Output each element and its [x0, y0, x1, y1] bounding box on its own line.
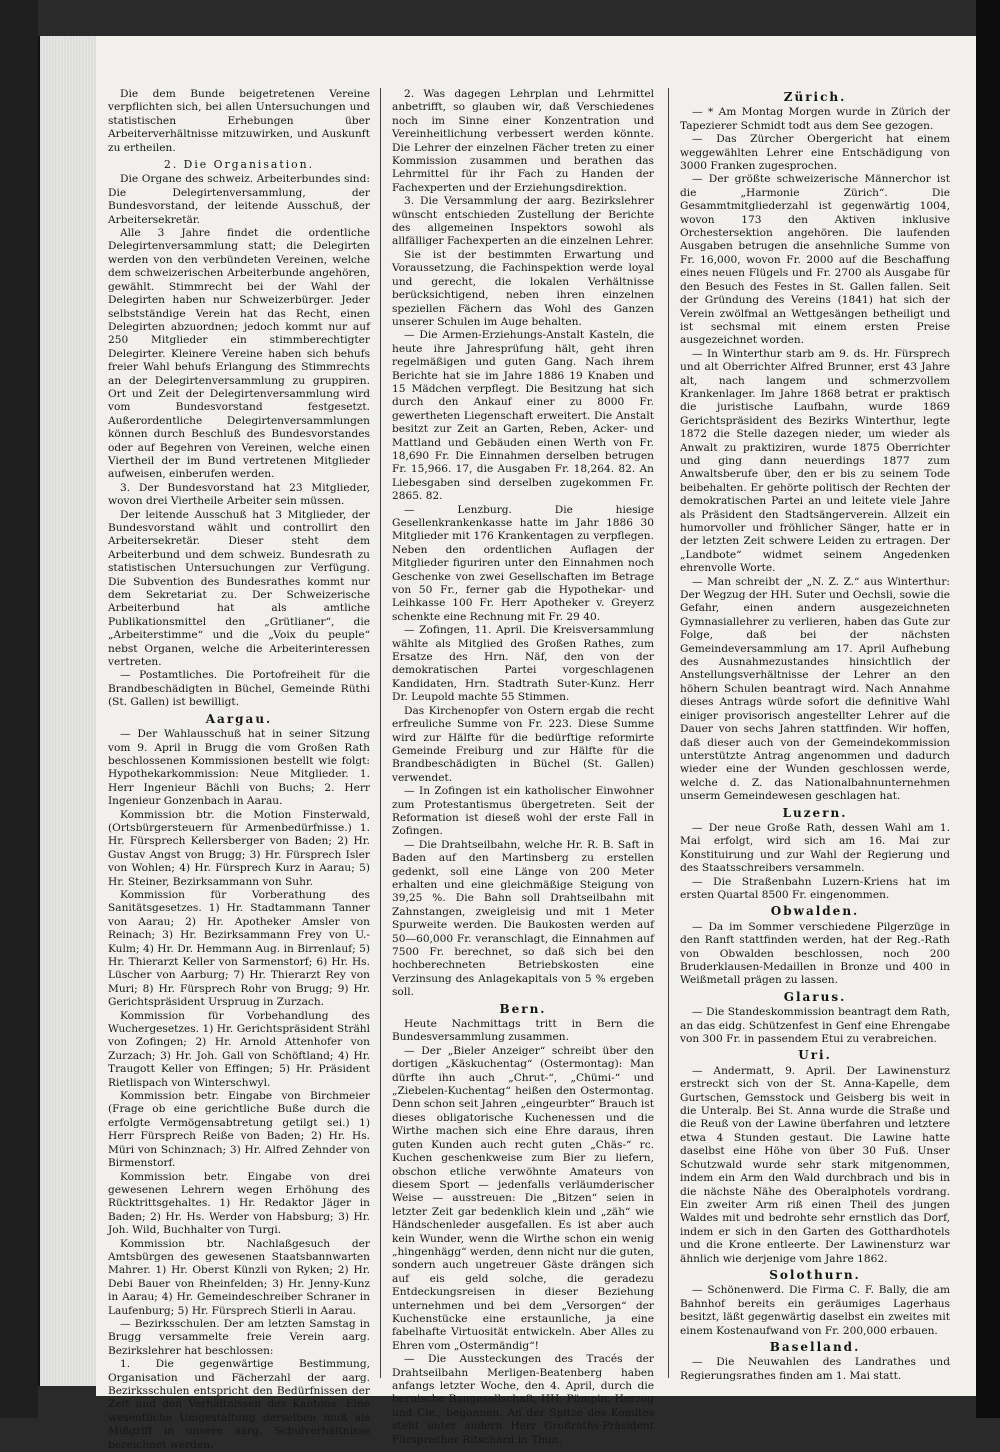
- paragraph: Kommission btr. die Motion Finsterwald, (Ortsbürgersteuern für Armenbedürfnisse.) 1. Hr. Fürsprech Kellersberger von Baden; 2) Hr. Gustav Angst von Brugg; 3) Hr. Fürsprech Isler von Wohlen; 4) Hr. Fürsprech Kurz in Aarau; 5) Hr. Steiner, Bezirksammann von Suhr.: [108, 808, 370, 888]
- newspaper-page: [96, 36, 976, 1451]
- paragraph: — Schönenwerd. Die Firma C. F. Bally, die am Bahnhof bereits ein geräumiges Lagerhaus besitzt, läßt gegenwärtig daselbst ein zweites mit einem Kostenaufwand von Fr. 200,000 erbauen.: [680, 1284, 950, 1337]
- column-rule: [668, 88, 669, 1378]
- paragraph: Der leitende Ausschuß hat 3 Mitglieder, der Bundesvorstand wählt und controllirt den Arbeitersekretär. Dieser steht dem Arbeiterbund und dem schweiz. Bundesrath zu statistischen Untersuchungen zur Verfügung. Die Subvention des Bundesrathes kommt nur dem Sekretariat zu. Der Schweizerische Arbeiterbund hat als amtliche Publikationsmittel den „Grütlianer“, die „Arbeiterstimme“ und die „Voix du peuple“ nebst Organen, welche die Arbeiterinteressen vertreten.: [108, 508, 370, 669]
- paragraph: — Der „Bieler Anzeiger“ schreibt über den dortigen „Käskuchentag“ (Ostermontag): Man dürfte ihn auch „Chrut-“, „Chümi-“ und „Ziebelen-Kuchentag“ heißen den Ostermontag. Denn schon seit Jahren „eingeurbter“ Brauch ist dieses obligatorische Kuchenessen und die Wirthe machen sich eine Ehre daraus, ihren guten Kunden auch recht guten „Chäs-“ rc. Kuchen geschenkweise zum Bier zu liefern, obschon etliche verwöhnte Amateurs von diesem Sport — jedenfalls verläumderischer Weise — ausstreuen: Die „Bitzen“ seien in letzter Zeit gar bedenklich klein und „zäh“ wie Händschenleder ausgefallen. Es ist aber auch kein Wunder, wenn die Wirthe schon ein wenig „hingenhägg“ werden, denn nicht nur die guten, sondern auch ungetreuer Gäste drängen sich auf eis geld solche, die geradezu Entdeckungsreisen in dieser Beziehung unternehmen und bei dem „Versorgen“ der Kuchenstücke eine erstaunliche, ja eine fabelhafte Virtuosität entwickeln. Aber Alles zu Ehren vom „Ostermändig“!: [392, 1044, 654, 1352]
- section-heading-aargau: Aargau.: [205, 711, 273, 726]
- section-heading-zuerich: Zürich.: [783, 90, 847, 104]
- paragraph: — In Zofingen ist ein katholischer Einwohner zum Protestantismus übergetreten. Seit der Reformation ist dieseß wohl der erste Fall in Zofingen.: [392, 785, 654, 838]
- paragraph: — Lenzburg. Die hiesige Gesellenkrankenkasse hatte im Jahr 1886 30 Mitglieder mit 176 Krankentagen zu verpflegen. Neben den ordentlichen Auflagen der Mitglieder figuriren unter den Einnahmen noch Geschenke von zwei Gesellschaften im Betrage von 50 Fr., ferner gab die Hypothekar- und Leihkasse 100 Fr. Herr Apotheker v. Greyerz schenkte eine Rechnung mit Fr. 29 40.: [392, 503, 654, 623]
- section-heading-solothurn: Solothurn.: [769, 1267, 861, 1282]
- paragraph: Das Kirchenopfer von Ostern ergab die recht erfreuliche Summe von Fr. 223. Diese Summe wird zur Hälfte für die bedürftige reformirte Gemeinde Freiburg und zur Hälfte für die Brandbeschädigten in Büchel (St. Gallen) verwendet.: [392, 704, 654, 784]
- section-heading-bern: Bern.: [499, 1001, 547, 1016]
- paragraph: — Die Neuwahlen des Landrathes und Regierungsrathes finden am 1. Mai statt.: [680, 1356, 950, 1382]
- column-3: [680, 88, 950, 1382]
- paragraph: — Andermatt, 9. April. Der Lawinensturz erstreckt sich von der St. Anna-Kapelle, dem Gurtschen, Gemsstock und Geisberg bis weit in die Unteralp. Bei St. Anna wurde die Straße und die Reuß von der Lawine überfahren und letztere etwa 4 Stunden gestaut. Die Lawine hatte daselbst eine Höhe von über 30 Fuß. Unser Schutzwald wurde sehr stark mitgenommen, indem ein Arm den Wald durchbrach und bis in die nächste Nähe des Oberalphotels vordrang. Ein zweiter Arm riß einen Theil des jungen Waldes mit und bedrohte sehr ernstlich das Dorf, indem er sich in den Garten des Gotthardhotels und die Krone entleerte. Der Lawinensturz war ähnlich wie derjenige vom Jahre 1862.: [680, 1064, 950, 1265]
- section-heading-uri: Uri.: [798, 1048, 832, 1063]
- paragraph: — * Am Montag Morgen wurde in Zürich der Tapezierer Schmidt todt aus dem See gezogen.: [680, 106, 950, 132]
- section-subheading: 2. Die Organisation.: [163, 158, 315, 172]
- paragraph: Die dem Bunde beigetretenen Vereine verpflichten sich, bei allen Untersuchungen und statistischen Erhebungen über Arbeiterverhältnisse mitzuwirken, und Auskunft zu ertheilen.: [108, 88, 370, 154]
- column-2: [392, 88, 654, 1446]
- paragraph: Die Organe des schweiz. Arbeiterbundes sind: Die Delegirtenversammlung, der Bundesvorstand, der leitende Ausschuß, der Arbeitersekretär.: [108, 173, 370, 226]
- paragraph: Kommission betr. Eingabe von drei gewesenen Lehrern wegen Erhöhung des Rücktrittsgehaltes. 1) Hr. Redaktor Jäger in Baden; 2) Hr. Hs. Werder von Habsburg; 3) Hr. Joh. Wild, Buchhalter von Turgi.: [108, 1170, 370, 1237]
- paragraph: — Zofingen, 11. April. Die Kreisversammlung wählte als Mitglied des Großen Rathes, zum Ersatze des Hrn. Näf, den von der demokratischen Partei vorgeschlagenen Kandidaten, Hrn. Stadtrath Suter-Kunz. Herr Dr. Leupold machte 55 Stimmen.: [392, 624, 654, 704]
- paragraph: Kommission für Vorbehandlung des Wuchergesetzes. 1) Hr. Gerichtspräsident Strähl von Zofingen; 2) Hr. Arnold Attenhofer von Zurzach; 3) Hr. Joh. Gall von Schöftland; 4) Hr. Traugott Keller von Effingen; 5) Hr. Präsident Rietlispach von Winterschwyl.: [108, 1009, 370, 1089]
- book-binding-edge: [38, 36, 98, 1386]
- paragraph: — In Winterthur starb am 9. ds. Hr. Fürsprech und alt Oberrichter Alfred Brunner, erst 43 Jahre alt, nach langem und schmerzvollem Krankenlager. Im Jahre 1868 betrat er praktisch die juristische Laufbahn, wurde 1869 Gerichtspräsident des Bezirks Winterthur, legte 1872 die Stelle dazegen nieder, um wieder als Anwalt zu praktiziren, wurde 1875 Oberrichter und ging dann neuerdings 1877 zum Anwaltsberufe über, den er bis zu seinem Tode beibehalten. Er gehörte politisch der Rechten der demokratischen Partei an und leitete viele Jahre als Präsident den Stadtsängerverein. Allzeit ein humorvoller und fröhlicher Sänger, hatte er in der letzten Zeit schwere Leiden zu ertragen. Der „Landbote“ widmet seinem Angedenken ehrenvolle Worte.: [680, 347, 950, 575]
- paragraph: — Der größte schweizerische Männerchor ist die „Harmonie Zürich“. Die Gesammtmitgliederzahl ist gegenwärtig 1004, wovon 173 den Aktiven inklusive Orchestersektion angehören. Die laufenden Ausgaben betrugen die ansehnliche Summe von Fr. 16,000, wovon Fr. 2000 auf die Beschaffung eines neuen Flügels und Fr. 2700 als Ausgabe für den Besuch des Festes in St. Gallen fallen. Seit der Gründung des Vereins (1841) hat sich der Verein zwölfmal an Wettgesängen betheiligt und ist sechsmal mit einem ersten Preise ausgezeichnet worden.: [680, 173, 950, 347]
- section-heading-glarus: Glarus.: [783, 989, 847, 1004]
- column-1: [108, 88, 370, 1451]
- paragraph: — Die Standeskommission beantragt dem Rath, an das eidg. Schützenfest in Genf eine Ehrengabe von 300 Fr. in passendem Etui zu verabreichen.: [680, 1006, 950, 1046]
- scan-right-margin: [976, 0, 1000, 1418]
- paragraph: — Postamtliches. Die Portofreiheit für die Brandbeschädigten in Büchel, Gemeinde Rüthi (St. Gallen) ist bewilligt.: [108, 669, 370, 709]
- paragraph: — Der Wahlausschuß hat in seiner Sitzung vom 9. April in Brugg die vom Großen Rath beschlossenen Kommissionen bestellt wie folgt: Hypothekarkommission: Neue Mitglieder. 1. Herr Ingenieur Bächli von Buchs; 2. Herr Ingenieur Gonzenbach in Aarau.: [108, 728, 370, 808]
- paragraph: Kommission btr. Nachlaßgesuch der Amtsbürgen des gewesenen Staatsbannwarten Mahrer. 1) Hr. Oberst Künzli von Ryken; 2) Hr. Debi Bauer von Rheinfelden; 3) Hr. Jenny-Kunz in Aarau; 4) Hr. Gemeindeschreiber Schraner in Laufenburg; 5) Hr. Fürsprech Stierli in Aarau.: [108, 1237, 370, 1317]
- paragraph: Kommission für Vorberathung des Sanitätsgesetzes. 1) Hr. Stadtammann Tanner von Aarau; 2) Hr. Apotheker Amsler von Reinach; 3) Hr. Bezirksammann Frey von U.-Kulm; 4) Hr. Dr. Hemmann Aug. in Birrenlauf; 5) Hr. Thierarzt Keller von Sarmenstorf; 6) Hr. Hs. Lüscher von Aarburg; 7) Hr. Thierarzt Rey von Muri; 8) Hr. Fürsprech Rohr von Brugg; 9) Hr. Gerichtspräsident Urspruug in Zurzach.: [108, 888, 370, 1009]
- paragraph: — Da im Sommer verschiedene Pilgerzüge in den Ranft stattfinden werden, hat der Reg.-Rath von Obwalden beschlossen, noch 200 Bruderklausen-Medaillen in Bronze und 400 in Weißmetall prägen zu lassen.: [680, 920, 950, 987]
- paragraph: 2. Was dagegen Lehrplan und Lehrmittel anbetrifft, so glauben wir, daß Verschiedenes noch im Sinne einer Konzentration und Vereinheitlichung verbessert werden könnte. Die Lehrer der einzelnen Fächer treten zu einer Kommission zusammen und berathen das Lehrmittel für ihr Fach zu Handen der Fachexperten und der Erziehungsdirektion.: [392, 88, 654, 194]
- section-heading-luzern: Luzern.: [782, 805, 848, 820]
- paragraph: Kommission betr. Eingabe von Birchmeier (Frage ob eine gerichtliche Buße durch die erfolgte Vermögensabtretung getilgt sei.) 1) Herr Fürsprech Reiße von Baden; 2) Hr. Hs. Müri von Schinznach; 3) Hr. Alfred Zehnder von Birmenstorf.: [108, 1090, 370, 1170]
- paragraph: 3. Der Bundesvorstand hat 23 Mitglieder, wovon drei Viertheile Arbeiter sein müssen.: [108, 481, 370, 508]
- paragraph: — Die Armen-Erziehungs-Anstalt Kasteln, die heute ihre Jahresprüfung hält, geht ihren regelmäßigen und guten Gang. Nach ihrem Berichte hat sie im Jahre 1886 19 Knaben und 15 Mädchen verpflegt. Die Besitzung hat sich durch den Ankauf einer zu 8000 Fr. gewertheten Liegenschaft erweitert. Die Anstalt besitzt zur Zeit an Garten, Reben, Acker- und Mattland und Gebäuden einen Werth von Fr. 18,690 Fr. Die Einnahmen derselben betrugen Fr. 15,966. 17, die Ausgaben Fr. 18,264. 82. An Liebesgaben sind derselben zugekommen Fr. 2865. 82.: [392, 329, 654, 503]
- paragraph: Sie ist der bestimmten Erwartung und Voraussetzung, die Fachinspektion werde loyal und gerecht, die lokalen Verhältnisse berücksichtigend, neben ihren einzelnen speziellen Fächern das Wohl des Ganzen unserer Schulen im Auge behalten.: [392, 248, 654, 328]
- paragraph: — Die Drahtseilbahn, welche Hr. R. B. Saft in Baden auf den Martinsberg zu erstellen gedenkt, soll eine Länge von 200 Meter erhalten und eine gleichmäßige Steigung von 39,25 %. Die Bahn soll Drahtseilbahn mit Zahnstangen, zweigleisig und mit 1 Meter Spurweite werden. Die Baukosten werden auf 50—60,000 Fr. veranschlagt, die Einnahmen auf 7500 Fr. berechnet, so daß sich bei den hochberechneten Betriebskosten eine Verzinsung des Anlagekapitals von 5 % ergeben soll.: [392, 838, 654, 999]
- paragraph: — Das Zürcher Obergericht hat einem weggewählten Lehrer eine Entschädigung von 3000 Franken zugesprochen.: [680, 133, 950, 173]
- paragraph: 3. Die Versammlung der aarg. Bezirkslehrer wünscht entschieden Zustellung der Berichte des allgemeinen Inspektors sowohl als allfälliger Fachexperten an die einzelnen Lehrer.: [392, 195, 654, 248]
- column-rule: [380, 88, 381, 1378]
- paragraph: Alle 3 Jahre findet die ordentliche Delegirtenversammlung statt; die Delegirten werden von den verbündeten Vereinen, welche dem schweizerischen Arbeiterbunde angehören, gewählt. Stimmrecht bei der Wahl der Delegirten haben nur Schweizerbürger. Jeder selbstständige Verein hat das Recht, einen Delegirten abzuordnen; jedoch kommt nur auf 250 Mitglieder ein stimmberechtigter Delegirter. Kleinere Vereine haben sich behufs freier Wahl behufs Erlangung des Stimmrechts an der Delegirtenversammlung zu gruppiren. Ort und Zeit der Delegirtenversammlung wird vom Bundesvorstand festgesetzt. Außerordentliche Delegirtenversammlungen können durch Beschluß des Bundesvorstandes oder auf Begehren von Vereinen, welche einen Viertheil der im Bund vertretenen Mitglieder aufweisen, einberufen werden.: [108, 227, 370, 481]
- section-heading-baselland: Baselland.: [769, 1339, 861, 1354]
- paragraph: Heute Nachmittags tritt in Bern die Bundesversammlung zusammen.: [392, 1018, 654, 1044]
- paragraph: — Bezirksschulen. Der am letzten Samstag in Brugg versammelte freie Verein aarg. Bezirkslehrer hat beschlossen:: [108, 1317, 370, 1357]
- scan-background: [0, 0, 38, 1418]
- paragraph: — Man schreibt der „N. Z. Z.“ aus Winterthur: Der Wegzug der HH. Suter und Oechsli, sowie die Gefahr, einen andern ausgezeichneten Gymnasiallehrer zu verlieren, haben das Gute zur Folge, daß bei der nächsten Gemeindeversammlung am 17. April Aufhebung des Ausnahmezustandes hinsichtlich der Anstellungsverhältnisse der Lehrer an den höhern Schulen beantragt wird. Nach Annahme dieses Antrags würde sofort die definitive Wahl einiger provisorisch angestellter Lehrer auf die Dauer von sechs Jahren stattfinden. Wir hoffen, daß dieser auch von der Gemeindekommission unterstützte Antrag angenommen und dadurch wieder eine der Wunden geschlossen werde, welche d. Z. das Nationalbahnunternehmen unserm Gemeindewesen geschlagen hat.: [680, 575, 950, 803]
- paragraph: — Die Straßenbahn Luzern-Kriens hat im ersten Quartal 8500 Fr. eingenommen.: [680, 875, 950, 901]
- paragraph: — Der neue Große Rath, dessen Wahl am 1. Mai erfolgt, wird sich am 16. Mai zur Konstituirung und zur Wahl der Regierung und des Staatsschreibers versammeln.: [680, 821, 950, 875]
- paragraph: — Die Aussteckungen des Tracés der Drahtseilbahn Merligen-Beatenberg haben anfangs letzter Woche, den 4. April, durch die bernische Baugesellschaft, HH. Pümpin, Herzog und Cie., begonnen. An der Spitze des Komites steht unter andern Herr Großraths-Präsident Fürsprecher Ritschard in Thun.: [392, 1353, 654, 1446]
- section-heading-obwalden: Obwalden.: [770, 904, 860, 919]
- paragraph: 1. Die gegenwärtige Bestimmung, Organisation und Fächerzahl der aarg. Bezirksschulen entspricht den Bedürfnissen der Zeit und den Verhältnissen des Kantons. Eine wesentliche Umgestaltung derselben muß als Mißgriff in unsere aarg. Schulverhältnisse bezeichnet werden.: [108, 1358, 370, 1451]
